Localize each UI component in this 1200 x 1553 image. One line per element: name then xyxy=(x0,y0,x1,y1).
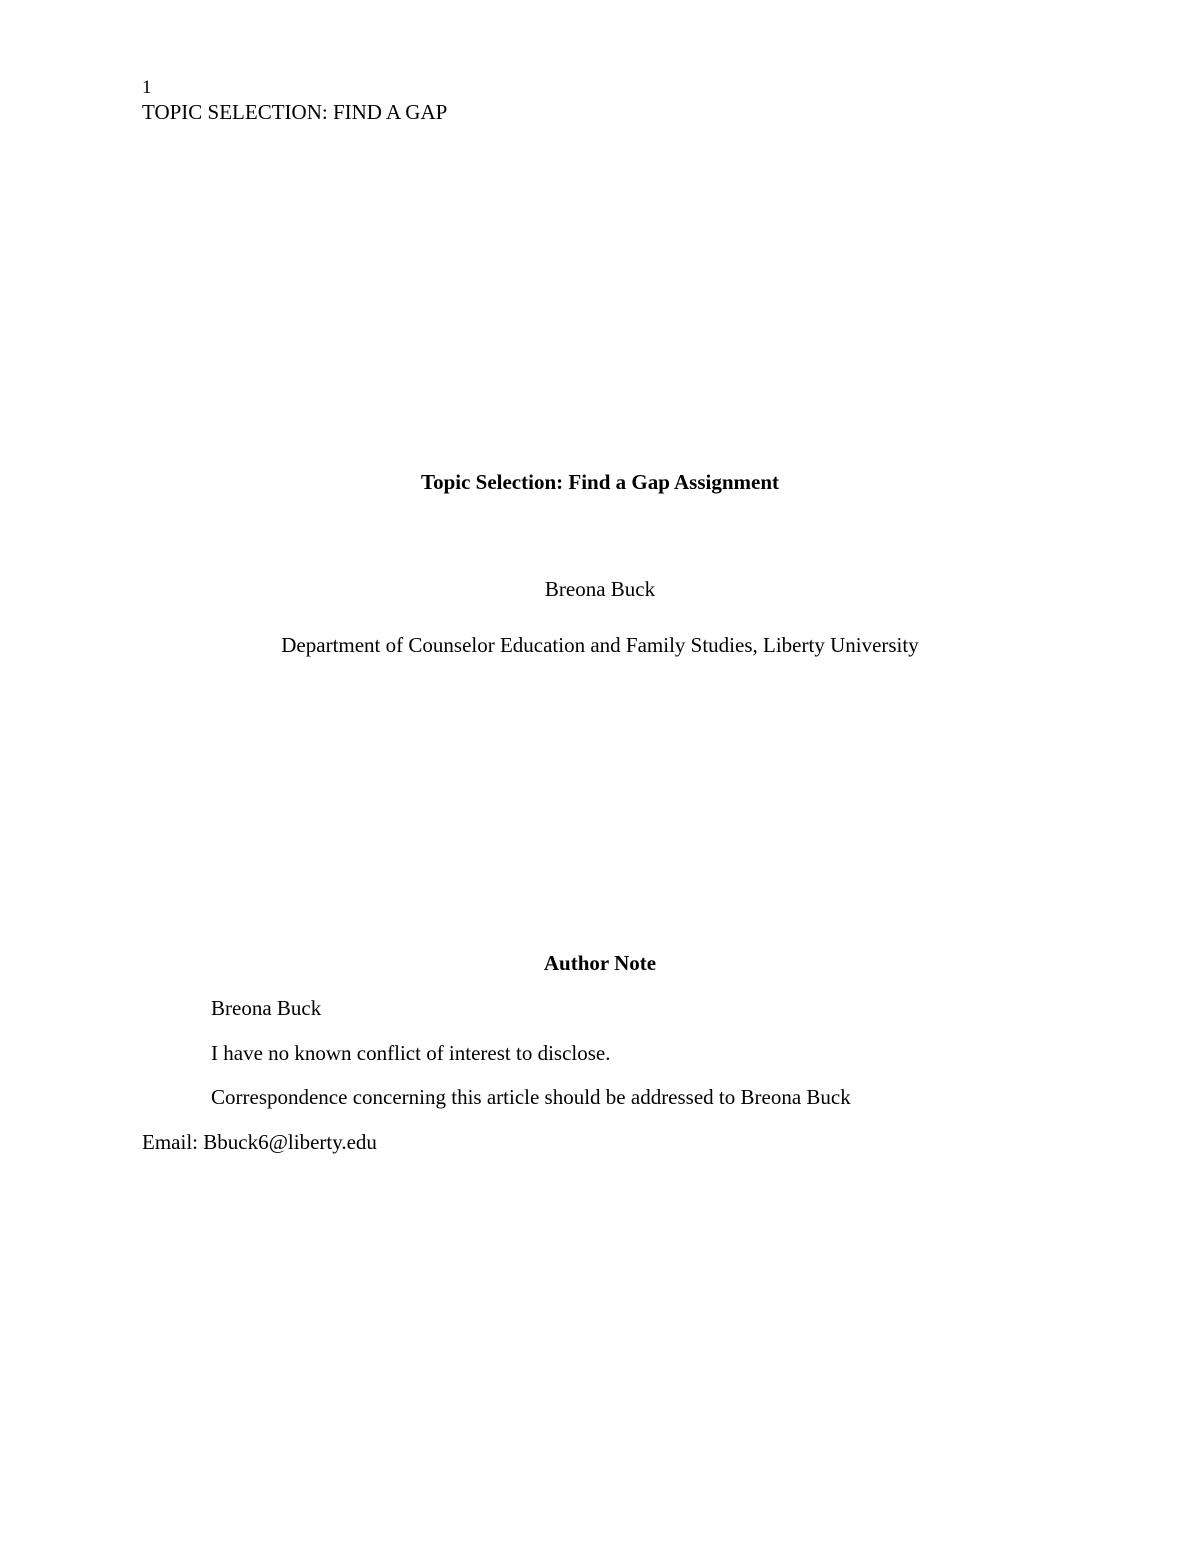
author-note-heading: Author Note xyxy=(543,951,657,975)
author-affiliation: Department of Counselor Education and Family Studies, Liberty University xyxy=(281,633,919,657)
paper-title: Topic Selection: Find a Gap Assignment xyxy=(420,470,780,494)
author-name: Breona Buck xyxy=(544,577,656,601)
page-number: 1 xyxy=(142,77,152,98)
running-head: TOPIC SELECTION: FIND A GAP xyxy=(142,100,448,124)
contact-email: Email: Bbuck6@liberty.edu xyxy=(142,1130,377,1154)
correspondence-statement: Correspondence concerning this article should be addressed to Breona Buck xyxy=(211,1085,851,1109)
author-note-name: Breona Buck xyxy=(211,996,322,1020)
conflict-disclosure: I have no known conflict of interest to disclose. xyxy=(211,1041,611,1065)
